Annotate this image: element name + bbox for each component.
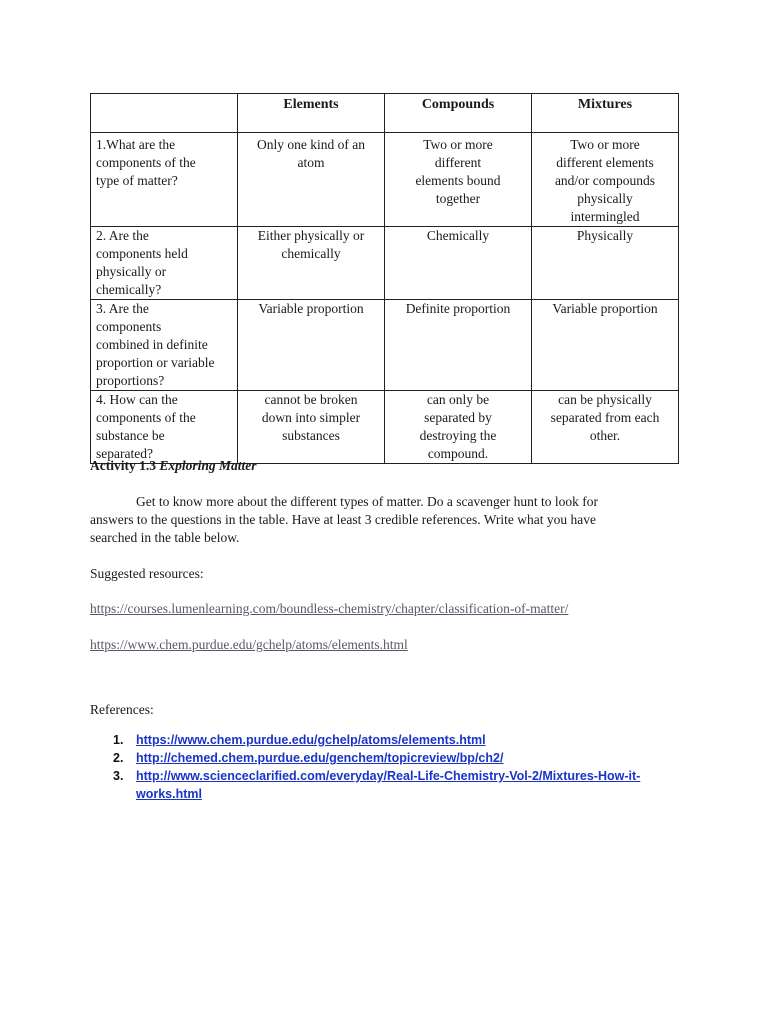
instruction-line: Get to know more about the different types of matter. Do a scavenger hunt to look for [136,494,598,509]
question-cell: 1.What are the components of the type of matter? [91,133,238,227]
instruction-line: answers to the questions in the table. Have at least 3 credible references. Write what you have [90,512,597,527]
activity-title: Exploring Matter [159,458,257,473]
question-cell: 3. Are the components combined in definite proportion or variable proportions? [91,300,238,391]
instruction-line: searched in the table below. [90,530,240,545]
reference-link[interactable]: https://www.chem.purdue.edu/gchelp/atoms/elements.html [136,733,486,747]
header-compounds: Compounds [385,94,532,133]
suggested-resources-label: Suggested resources: [90,566,204,581]
list-item [110,731,650,749]
compounds-cell: Definite proportion [385,300,532,391]
activity-instructions [90,493,670,547]
elements-cell: Either physically or chemically [238,227,385,300]
mixtures-cell: can be physically separated from each other. [532,391,679,464]
suggested-link-lumenlearning[interactable]: https://courses.lumenlearning.com/boundless-chemistry/chapter/classification-of-matter/ [90,601,569,616]
reference-number: 2. [113,751,124,765]
elements-cell: Variable proportion [238,300,385,391]
header-elements: Elements [238,94,385,133]
reference-link[interactable]: http://www.scienceclarified.com/everyday/Real-Life-Chemistry-Vol-2/Mixtures-How-it- [136,769,641,783]
mixtures-cell: Physically [532,227,679,300]
mixtures-cell: Two or more different elements and/or compounds physically intermingled [532,133,679,227]
question-cell: 4. How can the components of the substance be separated? [91,391,238,464]
mixtures-cell: Variable proportion [532,300,679,391]
suggested-link-purdue[interactable]: https://www.chem.purdue.edu/gchelp/atoms/elements.html [90,637,408,652]
table-row [91,391,679,464]
reference-number: 1. [113,733,124,747]
elements-cell: cannot be broken down into simpler substances [238,391,385,464]
reference-link[interactable]: http://chemed.chem.purdue.edu/genchem/topicreview/bp/ch2/ [136,751,504,765]
list-item [110,749,650,767]
table-row [91,133,679,227]
header-blank [91,94,238,133]
table-row [91,227,679,300]
reference-link-continued[interactable]: works.html [136,787,202,801]
elements-cell: Only one kind of an atom [238,133,385,227]
reference-number: 3. [113,769,124,783]
references-list [110,731,650,803]
header-mixtures: Mixtures [532,94,679,133]
references-label: References: [90,702,154,717]
compounds-cell: Chemically [385,227,532,300]
activity-label: Activity 1.3 [90,458,160,473]
compounds-cell: can only be separated by destroying the compound. [385,391,532,464]
question-cell: 2. Are the components held physically or chemically? [91,227,238,300]
list-item [110,767,650,803]
compounds-cell: Two or more different elements bound together [385,133,532,227]
table-row [91,300,679,391]
activity-heading [90,458,257,474]
table-header-row [91,94,679,133]
matter-comparison-table [90,93,679,464]
